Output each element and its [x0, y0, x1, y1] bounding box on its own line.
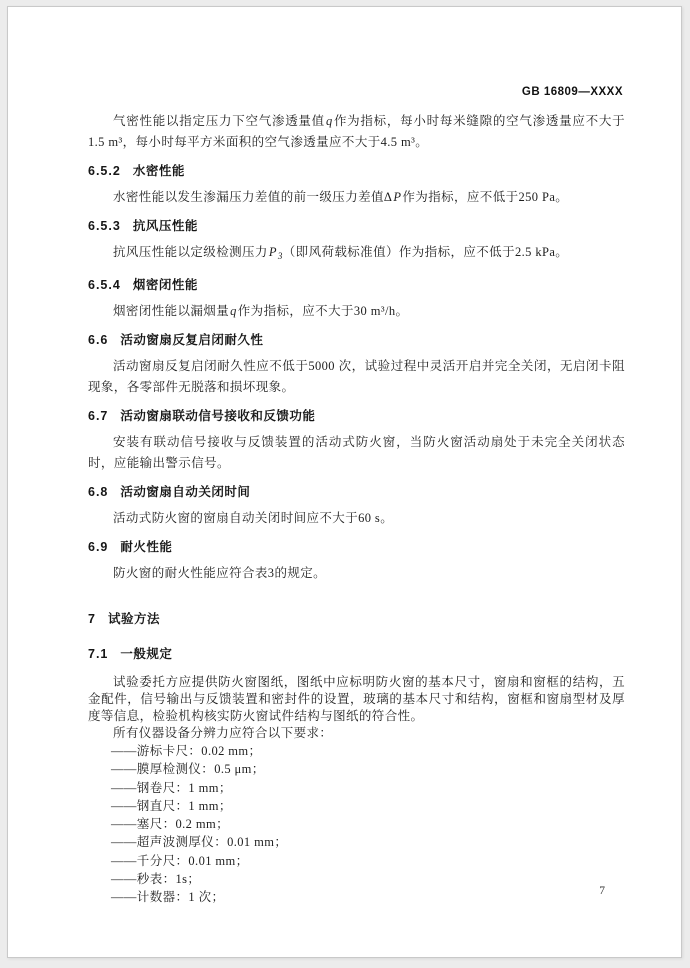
text-run: （即风荷载标准值）作为指标，应不低于2.5 kPa。 [282, 245, 569, 259]
text-run: 作为指标，应不大于30 m³/h。 [237, 304, 409, 318]
instrument-list-item: ——钢直尺：1 mm； [111, 798, 232, 813]
heading-title: 活动窗扇反复启闭耐久性 [120, 333, 264, 347]
heading-number: 6.7 [88, 409, 109, 423]
text-run: 水密性能以发生渗漏压力差值的前一级压力差值Δ [113, 190, 393, 204]
heading-number: 7 [88, 612, 96, 626]
heading-number: 6.5.2 [88, 164, 121, 178]
document-page [7, 6, 682, 958]
heading-title: 试验方法 [107, 612, 160, 626]
section-heading-6.6 [88, 332, 625, 349]
instrument-list-item: ——超声波测厚仪：0.01 mm； [111, 835, 288, 850]
text-run: 安装有联动信号接收与反馈装置的活动式防火窗，当防火窗活动扇处于未完全关闭状态时，应能输出警示信号。 [88, 435, 625, 470]
paragraph [88, 674, 625, 725]
instrument-list-item: ——秒表：1s； [111, 872, 201, 887]
variable-symbol: P [393, 190, 402, 204]
section-heading-6.9 [88, 539, 625, 556]
heading-title: 烟密闭性能 [132, 278, 198, 292]
paragraph [88, 508, 625, 529]
instrument-list-item: ——游标卡尺：0.02 mm； [111, 744, 262, 758]
page-number: 7 [599, 885, 605, 897]
document-content [88, 111, 625, 907]
paragraph [88, 356, 625, 398]
heading-title: 水密性能 [132, 164, 185, 178]
paragraph [88, 432, 625, 474]
text-run: 活动窗扇反复启闭耐久性应不低于5000 次，试验过程中灵活开启并完全关闭，无启闭卡阻现象，各零部件无脱落和损坏现象。 [88, 359, 625, 394]
paragraph [88, 725, 625, 742]
text-run: 作为指标，应不低于250 Pa。 [402, 190, 569, 204]
text-run: 活动式防火窗的窗扇自动关闭时间应不大于60 s。 [113, 511, 394, 525]
paragraph [88, 242, 625, 267]
instrument-list-item: ——膜厚检测仪：0.5 μm； [111, 762, 265, 777]
variable-symbol: q [325, 114, 333, 128]
heading-number: 7.1 [88, 647, 109, 661]
section-heading-6.5.3 [88, 218, 625, 235]
instrument-list-item: ——塞尺：0.2 mm； [111, 817, 229, 832]
heading-title: 活动窗扇联动信号接收和反馈功能 [120, 409, 316, 423]
text-run: 防火窗的耐火性能应符合表3的规定。 [113, 566, 327, 580]
heading-number: 6.5.3 [88, 219, 121, 233]
heading-number: 6.8 [88, 485, 109, 499]
text-run: 气密性能以指定压力下空气渗透量值 [113, 114, 325, 128]
paragraph [88, 301, 625, 322]
text-run: 所有仪器设备分辨力应符合以下要求： [113, 726, 333, 740]
section-heading-7.1 [88, 646, 625, 663]
instrument-list-item: ——千分尺：0.01 mm； [111, 853, 249, 868]
variable-symbol: P [268, 245, 277, 259]
heading-number: 6.9 [88, 540, 109, 554]
subscript-index: 3 [277, 251, 283, 261]
heading-number: 6.5.4 [88, 278, 121, 292]
text-run: 试验委托方应提供防火窗图纸，图纸中应标明防火窗的基本尺寸，窗扇和窗框的结构，五金配件，信号输出与反馈装置和密封件的设置，玻璃的基本尺寸和结构，窗框和窗扇型材及厚度等信息，检验机构核实防火窗试件结构与图纸的符合性。 [88, 675, 625, 723]
variable-symbol: q [230, 304, 237, 318]
heading-title: 抗风压性能 [132, 219, 198, 233]
text-run: 抗风压性能以定级检测压力 [113, 245, 268, 259]
heading-title: 一般规定 [120, 647, 173, 661]
text-run: 作为指标，每小时每米缝隙的空气渗透量应不大于1.5 m³，每小时每平方米面积的空气渗透量应不大于4.5 m³。 [88, 114, 625, 149]
standard-number-header: GB 16809—XXXX [521, 86, 623, 98]
section-heading-6.5.4 [88, 277, 625, 294]
section-heading-7 [88, 611, 625, 628]
heading-number: 6.6 [88, 333, 109, 347]
paragraph [88, 187, 625, 208]
section-heading-6.5.2 [88, 163, 625, 180]
section-heading-6.7 [88, 408, 625, 425]
instrument-list-item: ——计数器：1 次； [111, 890, 225, 905]
paragraph [88, 111, 625, 153]
paragraph [88, 563, 625, 584]
section-heading-6.8 [88, 484, 625, 501]
text-run: 烟密闭性能以漏烟量 [113, 304, 230, 318]
heading-title: 活动窗扇自动关闭时间 [120, 485, 251, 499]
heading-title: 耐火性能 [120, 540, 173, 554]
instrument-list-item: ——钢卷尺：1 mm； [111, 780, 232, 795]
